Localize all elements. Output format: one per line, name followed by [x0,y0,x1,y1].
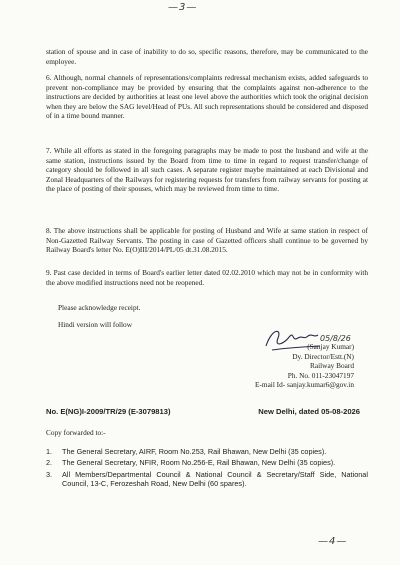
signatory-email: E-mail Id- sanjay.kumar6@gov.in [255,380,354,390]
date-line: New Delhi, dated 05-08-2026 [258,407,360,416]
page-number-top: —3— [168,2,198,13]
list-item-text: All Members/Departmental Council & National Council & Secretary/Staff Side, National Council, 13-C, Ferozeshah Road, New Delhi (60 spares). [62,469,368,489]
signatory-designation: Dy. Director/Estt.(N) [292,351,354,361]
signatory-name: (Sanjay Kumar) [307,342,354,351]
list-item [46,470,368,489]
signatory-phone: Ph. No. 011-23047197 [287,370,354,380]
signature-block [214,342,354,390]
copy-forwarded-heading: Copy forwarded to:- [46,428,106,437]
page-number-bottom: —4— [318,536,348,547]
acknowledge-line: Please acknowledge receipt. [58,303,141,312]
list-item-number: 3. [46,469,53,479]
signatory-office: Railway Board [310,361,354,371]
file-number: No. E(NG)I-2009/TR/29 (E-3079813) [46,407,171,416]
paragraph-9: 9. Past case decided in terms of Board's earlier letter dated 02.02.2010 which may not be in conformity with the above modified instructions need not be reopened. [46,268,368,287]
paragraph-continuation: station of spouse and in case of inability to do so, specific reasons, therefore, may be communicated to the employee. [46,47,368,66]
list-item [46,447,368,456]
list-item-number: 1. [46,447,53,456]
paragraph-8: 8. The above instructions shall be applicable for posting of Husband and Wife at same station in respect of Non-Gazetted Railway Servants. The posting in case of Gazetted officers shall continue to be governed by Railway Board's letter No. E(O)III/2014/PL/05 dt.31.08.2015. [46,226,368,255]
list-item [46,458,368,467]
list-item-number: 2. [46,458,53,468]
signature-date: 05/8/26 [320,334,351,343]
list-item-text: The General Secretary, NFIR, Room No.256-E, Rail Bhawan, New Delhi (35 copies). [62,458,336,468]
list-item-text: The General Secretary, AIRF, Room No.253, Rail Bhawan, New Delhi (35 copies). [62,447,327,456]
paragraph-7: 7. While all efforts as stated in the foregoing paragraphs may be made to post the husband and wife at the same station, instructions issued by the Board from time to time in regard to request transfer/change of category should be followed in all such cases. A separate register maybe maintained at each Divisional and Zonal Headquarters of the Railways for registering requests for transfers from railway servants for posting at the place of posting of their spouses, which may be reviewed from time to time. [46,146,368,194]
hindi-version-line: Hindi version will follow [58,320,132,329]
copy-list [46,447,368,491]
paragraph-6: 6. Although, normal channels of representations/complaints redressal mechanism exists, added safeguards to prevent non-compliance may be provided by ensuring that the complaints against non-adherence to the instructions are decided by authorities at least one level above the authorities which took the original decision when they are below the SAG level/Head of PUs. All such representations should be considered and disposed of in a time bound manner. [46,73,368,121]
